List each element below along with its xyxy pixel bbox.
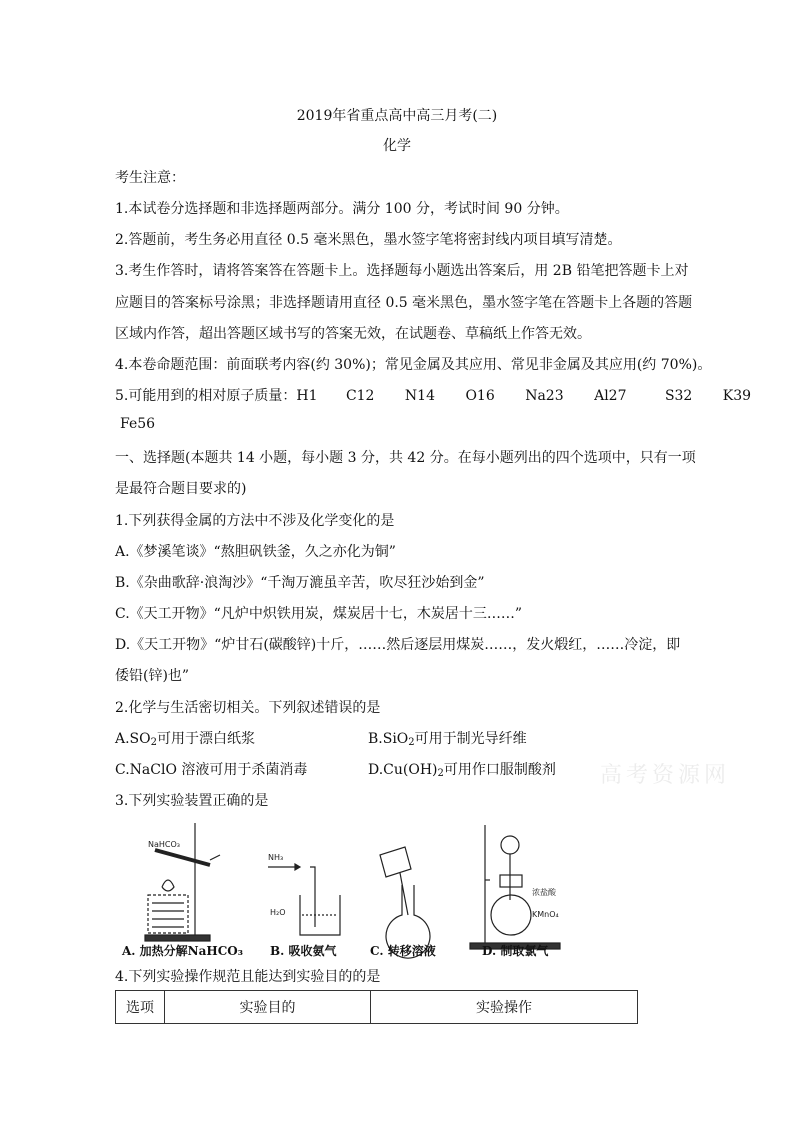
atomic-mass-line	[115, 385, 751, 405]
q2-option-d: $D.Cu(OH)_2$可用作口服制酸剂	[368, 762, 556, 779]
atomic-mass-label: 5.可能用到的相对原子质量：H1	[115, 388, 318, 404]
label-kmno4: KMnO₄	[532, 910, 559, 919]
notice-item: 区域内作答，超出答题区域书写的答案无效，在试题卷、草稿纸上作答无效。	[115, 326, 591, 342]
notice-item: 应题目的答案标号涂黑；非选择题请用直径 0.5 毫米黑色，墨水签字笔在答题卡上各题的答题	[115, 295, 693, 311]
label-nh3: NH₃	[268, 853, 284, 862]
q1-option-b: B.《杂曲歌辞·浪淘沙》“千淘万漉虽辛苦，吹尽狂沙始到金”	[115, 575, 485, 591]
header-operation: 实验操作	[371, 991, 638, 1024]
q1-stem: 1.下列获得金属的方法中不涉及化学变化的是	[115, 513, 395, 529]
subject-title: 化学	[383, 138, 411, 154]
apparatus-d	[470, 825, 560, 949]
section-heading: 一、选择题(本题共 14 小题，每小题 3 分，共 42 分。在每小题列出的四个选项中，只有一项	[115, 450, 696, 466]
apparatus-a	[145, 823, 220, 941]
header-option: 选项	[116, 991, 165, 1024]
atomic-mass-n: N14	[404, 388, 435, 404]
atomic-mass-o: O16	[465, 388, 495, 404]
notice-item: 4.本卷命题范围：前面联考内容(约 30%)；常见金属及其应用、常见非金属及其应用(约 70%)。	[115, 357, 712, 373]
apparatus-b	[268, 853, 340, 935]
atomic-mass-na: Na23	[525, 388, 564, 404]
atomic-mass-al: Al27	[594, 388, 627, 404]
q2-option-a: $A.SO_2$可用于漂白纸浆	[115, 731, 256, 748]
label-h2o: H₂O	[270, 908, 286, 917]
exam-title: 2019年省重点高中高三月考(二)	[296, 108, 498, 124]
header-purpose: 实验目的	[165, 991, 371, 1024]
q2-stem: 2.化学与生活密切相关。下列叙述错误的是	[115, 700, 381, 716]
q4-stem: 4.下列实验操作规范且能达到实验目的的是	[115, 969, 381, 985]
atomic-mass-c: C12	[345, 388, 375, 404]
caption-b: B. 吸收氨气	[270, 944, 337, 958]
atomic-mass-k: K39	[722, 388, 752, 404]
q3-stem: 3.下列实验装置正确的是	[115, 793, 269, 809]
q1-option-a: A.《梦溪笔谈》“熬胆矾铁釜，久之亦化为铜”	[115, 544, 396, 560]
notice-heading: 考生注意：	[115, 170, 185, 186]
caption-c: C. 转移溶液	[370, 944, 436, 958]
q1-option-c: C.《天工开物》“凡炉中炽铁用炭，煤炭居十七，木炭居十三……”	[115, 606, 522, 622]
q2-option-b: B.SiO$_2$可用于制光导纤维	[368, 731, 527, 748]
atomic-mass-fe: Fe56	[120, 416, 156, 432]
atomic-mass-s: S32	[664, 388, 693, 404]
q1-option-d: D.《天工开物》“炉甘石(碳酸锌)十斤，……然后逐层用煤炭……，发火煅红，……冷淀，即	[115, 637, 681, 653]
caption-d: D. 制取氯气	[482, 944, 549, 958]
label-nahco3: NaHCO₃	[148, 840, 180, 849]
table-header-row	[116, 991, 638, 1024]
label-hcl: 浓盐酸	[532, 888, 556, 897]
q1-option-d-cont: 倭铅(锌)也”	[115, 668, 190, 684]
notice-item: 1.本试卷分选择题和非选择题两部分。满分 100 分，考试时间 90 分钟。	[115, 201, 569, 217]
section-heading-cont: 是最符合题目要求的)	[115, 481, 247, 497]
q2-option-c: C.NaClO 溶液可用于杀菌消毒	[115, 762, 308, 778]
q4-table	[115, 990, 638, 1024]
notice-item: 2.答题前，考生务必用直径 0.5 毫米黑色，墨水签字笔将密封线内项目填写清楚。	[115, 232, 622, 248]
caption-a: A. 加热分解NaHCO₃	[122, 944, 244, 958]
notice-item: 3.考生作答时，请将答案答在答题卡上。选择题每小题选出答案后，用 2B 铅笔把答题卡上对	[115, 263, 689, 279]
watermark: 高考资源网	[600, 763, 731, 788]
